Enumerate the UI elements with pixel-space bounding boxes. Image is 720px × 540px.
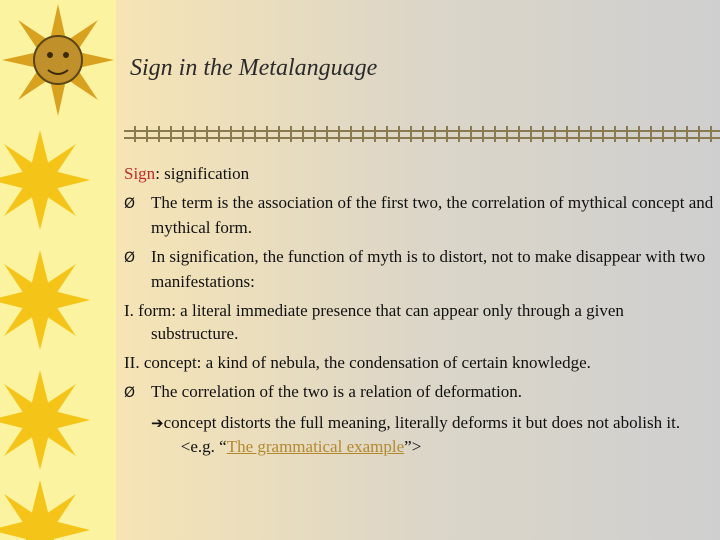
numbered-item: II. concept: a kind of nebula, the condensation of certain knowledge. [124,353,591,372]
bullet-text: The term is the association of the first two, the correlation of mythical concept and mythical form. [151,193,714,237]
divider-line [124,137,720,139]
list-item [124,191,714,239]
example-prefix: <e.g. “ [180,437,227,456]
bullet-text: In signification, the function of myth is to distort, not to make disappear with two manifestations: [151,247,706,291]
heading-label: Sign [124,164,156,183]
bullet-icon: Ø [124,250,136,266]
conclusion [124,411,714,458]
list-item [124,380,714,405]
sun-icon [0,360,116,480]
sun-icon [0,470,116,540]
example-suffix: ”> [404,437,422,456]
slide-title: Sign in the Metalanguage [130,55,378,81]
sun-icon [0,0,116,120]
bullet-icon: Ø [124,385,136,401]
title-divider [124,126,720,142]
divider-line [124,130,720,132]
heading-rest: : signification [155,164,250,183]
bullet-icon: Ø [124,196,136,212]
arrow-right-icon: ➔ [151,414,164,432]
conclusion-text: concept distorts the full meaning, literally deforms it but does not abolish it. [163,413,681,432]
body-heading [124,162,714,185]
sun-icon [0,240,116,360]
numbered-item: I. form: a literal immediate presence that can appear only through a given substructure. [124,301,624,343]
list-item [124,245,714,293]
slide-body [124,162,714,464]
bullet-text: The correlation of the two is a relation of deformation. [151,382,523,401]
sun-icon [0,120,116,240]
example-link[interactable]: The grammatical example [226,437,405,456]
decorative-sidebar [0,0,116,540]
